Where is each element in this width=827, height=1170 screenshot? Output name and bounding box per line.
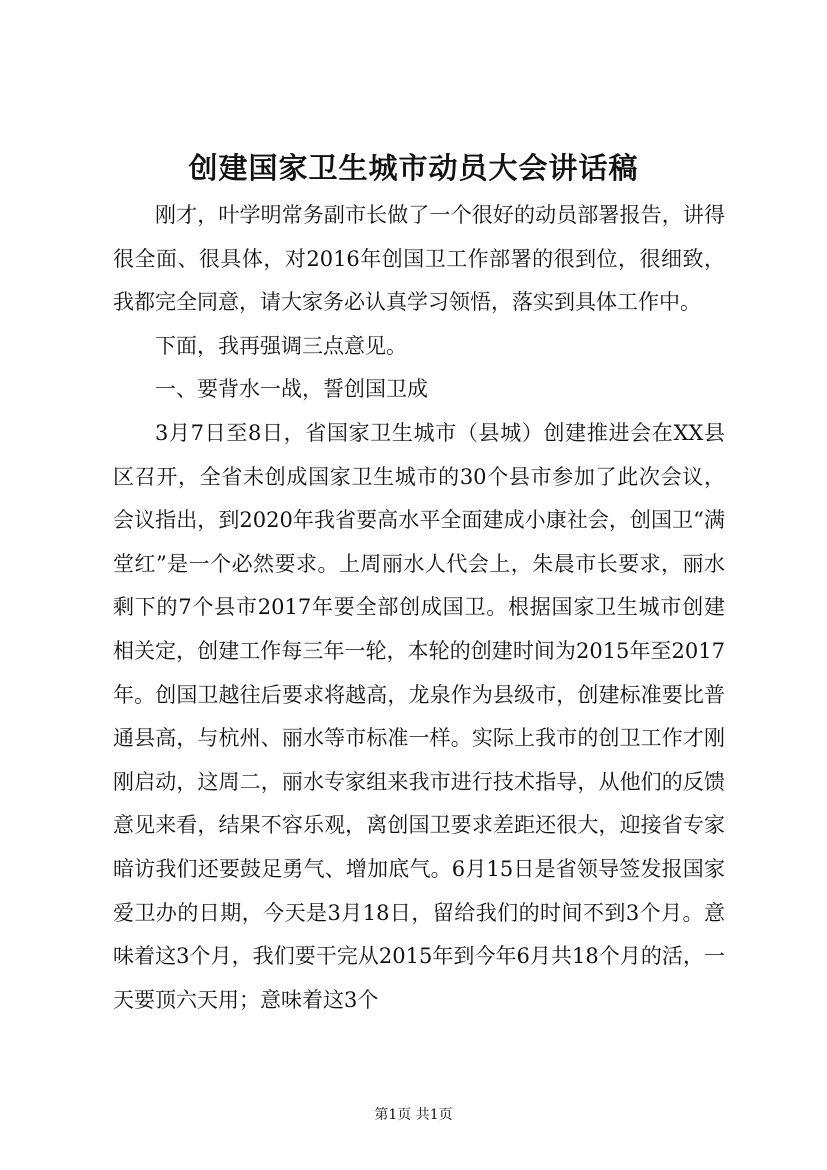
section-heading-one: 一、要背水一战，誓创国卫成 — [155, 377, 428, 402]
paragraph-transition: 下面，我再强调三点意见。 — [155, 333, 407, 358]
page-footer: 第1页 共1页 — [374, 1107, 453, 1123]
document-body — [113, 194, 725, 1022]
document-title: 创建国家卫生城市动员大会讲话稿 — [188, 151, 639, 185]
paragraph-section-one: 3月7日至8日，省国家卫生城市（县城）创建推进会在XX县区召开，全省未创成国家卫生城市的30个县市参加了此次会议，会议指出，到2020年我省要高水平全面建成小康社会，创国卫“满堂红”是一个必然要求。上周丽水人代会上，朱晨市长要求，丽水剩下的7个县市2017年要全部创成国卫。根据国家卫生城市创建相关定，创建工作每三年一轮，本轮的创建时间为2015年至2017年。创国卫越往后要求将越高，龙泉作为县级市，创建标准要比普通县高，与杭州、丽水等市标准一样。实际上我市的创卫工作才刚刚启动，这周二，丽水专家组来我市进行技术指导，从他们的反馈意见来看，结果不容乐观，离创国卫要求差距还很大，迎接省专家暗访我们还要鼓足勇气、增加底气。6月15日是省领导签发报国家爱卫办的日期，今天是3月18日，留给我们的时间不到3个月。意味着这3个月，我们要干完从2015年到今年6月共18个月的活，一天要顶六天用；意味着这3个 — [113, 420, 725, 1012]
paragraph-opening: 刚才，叶学明常务副市长做了一个很好的动员部署报告，讲得很全面、很具体，对2016年创国卫工作部署的很到位，很细致，我都完全同意，请大家务必认真学习领悟，落实到具体工作中。 — [113, 203, 725, 315]
